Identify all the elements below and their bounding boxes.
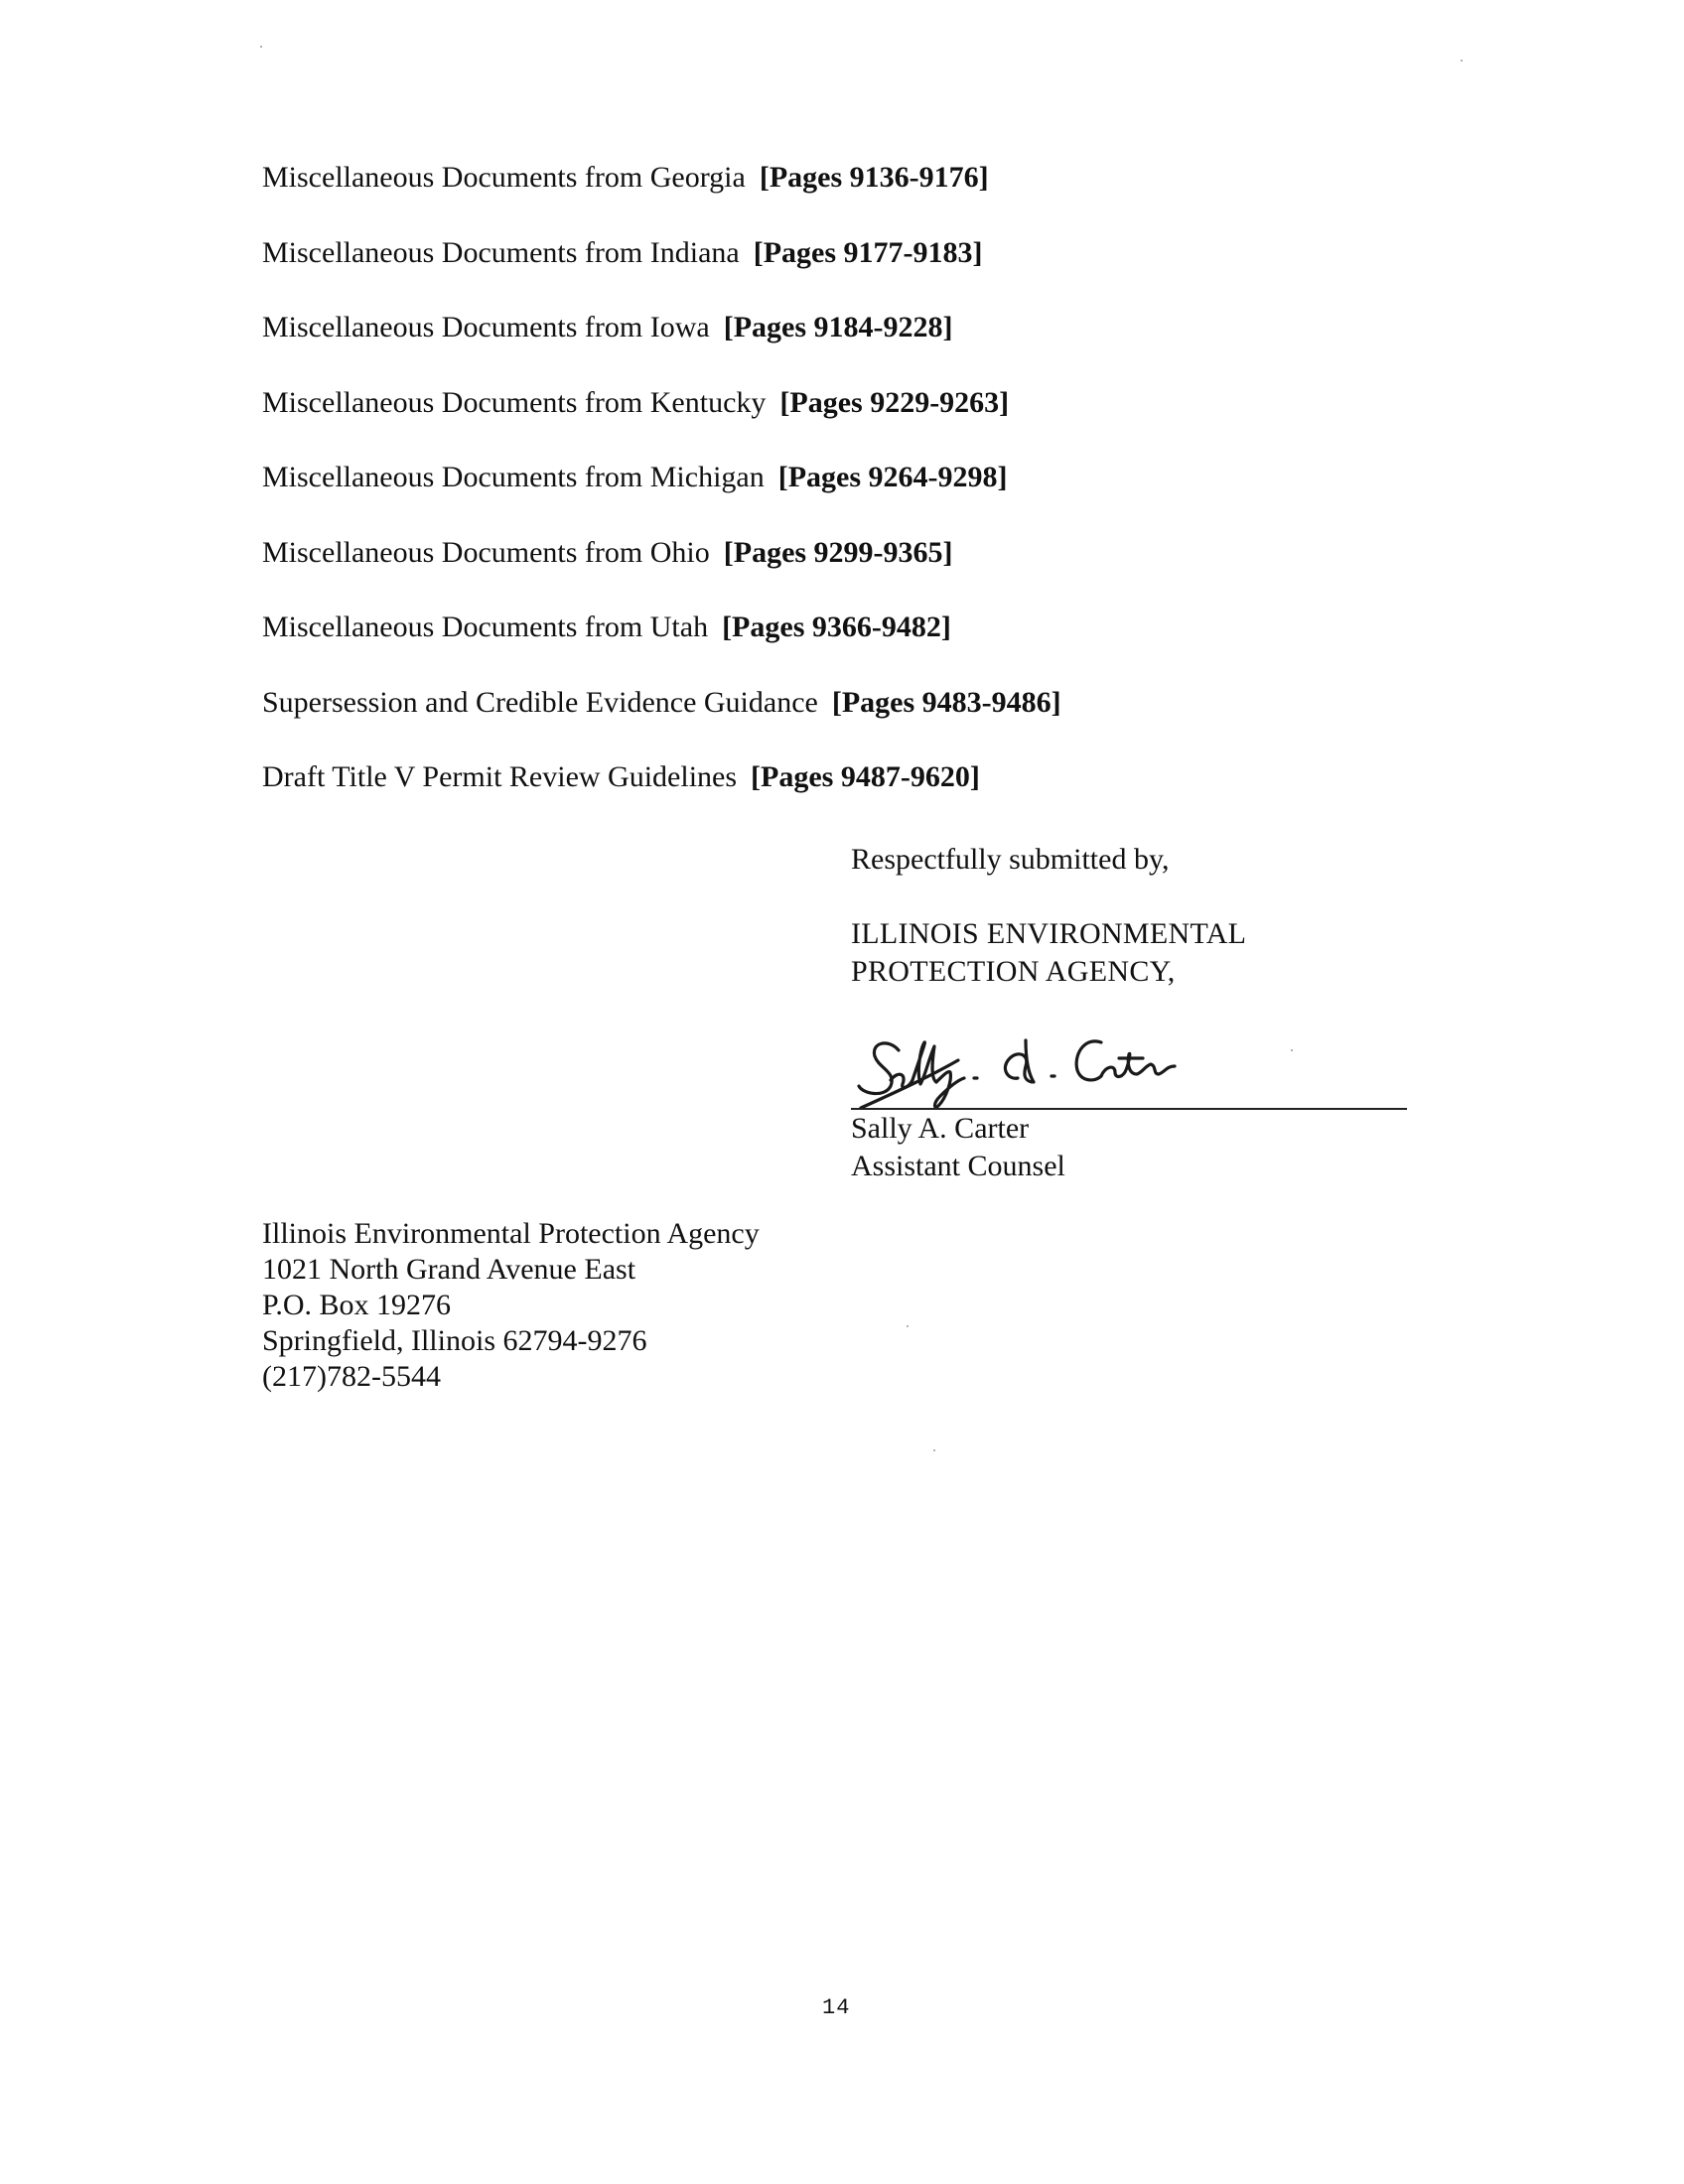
- page-range: [Pages 9483-9486]: [831, 685, 1061, 719]
- signature-block: [851, 841, 1407, 1185]
- document-label: Miscellaneous Documents from Utah: [262, 611, 709, 643]
- agency-name-line-2: PROTECTION AGENCY,: [851, 955, 1176, 988]
- handwritten-signature: [841, 1021, 1198, 1112]
- document-label: Miscellaneous Documents from Kentucky: [262, 385, 767, 419]
- list-item: [262, 758, 1061, 796]
- page-range: [Pages 9136-9176]: [759, 161, 989, 194]
- document-label: Supersession and Credible Evidence Guidance: [262, 685, 818, 719]
- list-item: [262, 384, 1061, 422]
- document-label: Miscellaneous Documents from Iowa: [262, 311, 710, 343]
- list-item: [262, 684, 1061, 722]
- signature-line: [851, 1108, 1407, 1110]
- page-range: [Pages 9366-9482]: [722, 611, 951, 643]
- address-city-state-zip: Springfield, Illinois 62794-9276: [262, 1324, 647, 1357]
- list-item: [262, 309, 1061, 346]
- page-range: [Pages 9184-9228]: [723, 311, 953, 343]
- scan-speck: [260, 46, 262, 48]
- document-label: Miscellaneous Documents from Ohio: [262, 535, 710, 569]
- page-range: [Pages 9487-9620]: [751, 760, 980, 793]
- page-number: 14: [822, 1995, 851, 2020]
- list-item: [262, 159, 1061, 197]
- list-item: [262, 459, 1061, 496]
- signer-title: Assistant Counsel: [851, 1150, 1065, 1182]
- document-label: Miscellaneous Documents from Indiana: [262, 235, 740, 269]
- page-range: [Pages 9264-9298]: [777, 461, 1008, 493]
- address-street: 1021 North Grand Avenue East: [262, 1253, 636, 1286]
- list-item: [262, 534, 1061, 572]
- address-organization: Illinois Environmental Protection Agency: [262, 1217, 760, 1250]
- list-item: [262, 609, 1061, 646]
- exhibit-list: [262, 159, 1061, 834]
- page-range: [Pages 9229-9263]: [779, 385, 1010, 419]
- address-phone: (217)782-5544: [262, 1360, 441, 1393]
- scan-speck: [1461, 60, 1463, 62]
- signer-name: Sally A. Carter: [851, 1112, 1030, 1145]
- address-po-box: P.O. Box 19276: [262, 1289, 452, 1321]
- list-item: [262, 234, 1061, 272]
- page-range: [Pages 9299-9365]: [723, 535, 953, 569]
- scan-speck: [933, 1449, 935, 1451]
- agency-name-line-1: ILLINOIS ENVIRONMENTAL: [851, 917, 1247, 950]
- address-block: [262, 1216, 760, 1395]
- signature-area: [851, 1021, 1407, 1110]
- page-range: [Pages 9177-9183]: [753, 235, 983, 269]
- scan-speck: [907, 1325, 909, 1327]
- document-label: Draft Title V Permit Review Guidelines: [262, 760, 738, 793]
- document-label: Miscellaneous Documents from Georgia: [262, 161, 746, 194]
- submitted-by-text: Respectfully submitted by,: [851, 843, 1170, 876]
- document-label: Miscellaneous Documents from Michigan: [262, 461, 765, 493]
